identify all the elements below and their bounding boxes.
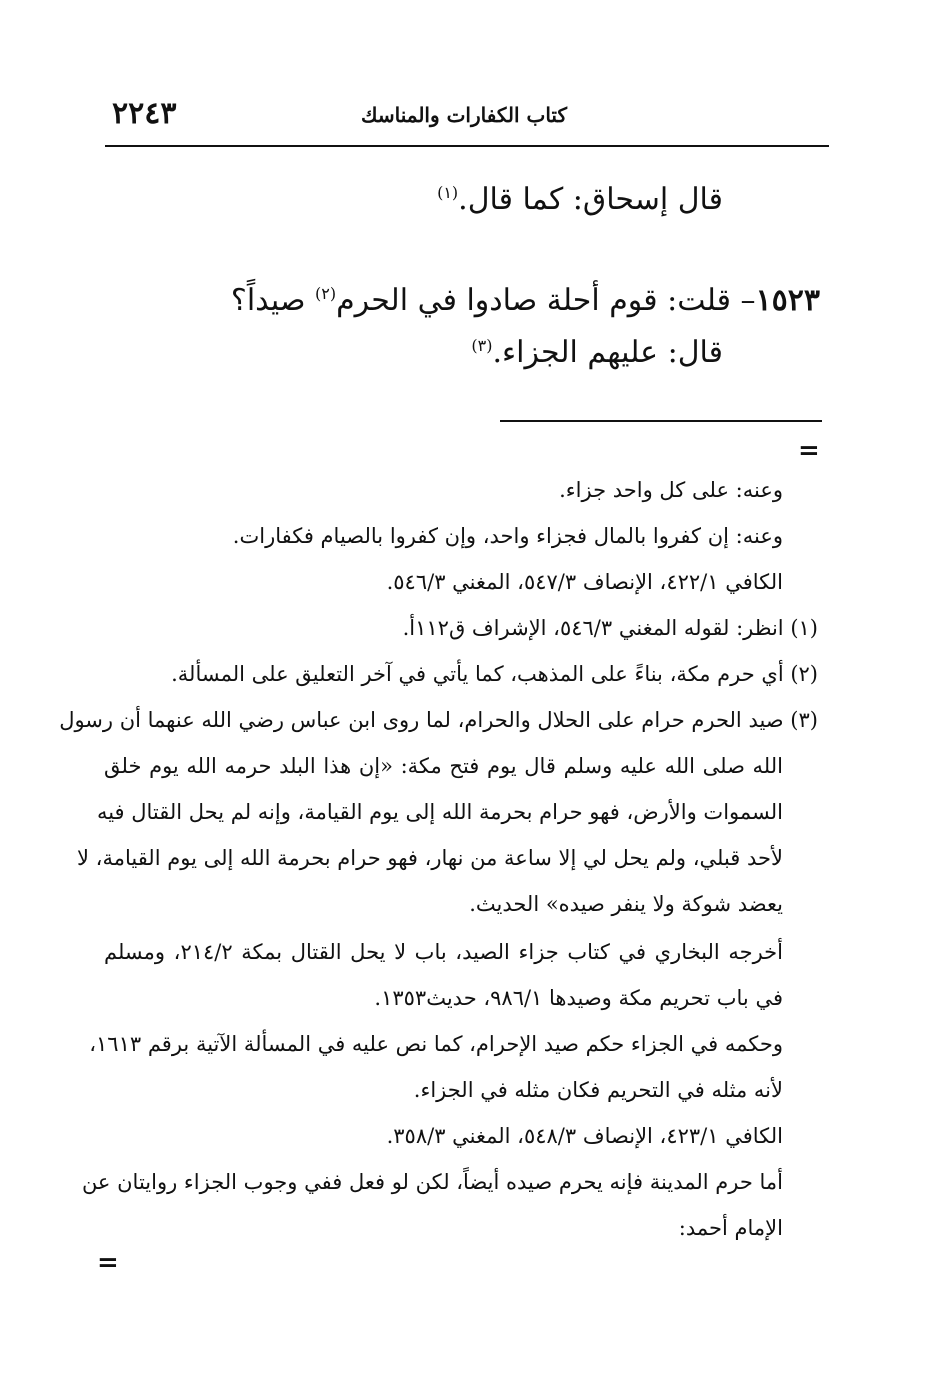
footnote-3-line-8: وحكمه في الجزاء حكم صيد الإحرام، كما نص عليه في المسألة الآتية برقم ١٦١٣، — [89, 1032, 783, 1056]
footnote-3-line-2: الله صلى الله عليه وسلم قال يوم فتح مكة: «إن هذا البلد حرمه الله يوم خلق — [104, 754, 783, 778]
footnote-3-line-5: يعضد شوكة ولا ينفر صيده» الحديث. — [469, 892, 783, 916]
footnote-3-line-9: لأنه مثله في التحريم فكان مثله في الجزاء. — [413, 1078, 783, 1102]
footnote-carry-1: وعنه: على كل واحد جزاء. — [559, 478, 783, 502]
question-number: ١٥٢٣ — [755, 283, 820, 318]
footnote-3-line-3: السموات والأرض، فهو حرام بحرمة الله إلى يوم القيامة، وإنه لم يحل القتال فيه — [96, 800, 783, 824]
footnote-3-line-11: أما حرم المدينة فإنه يحرم صيده أيضاً، لكن لو فعل ففي وجوب الجزاء روايتان عن — [81, 1170, 783, 1194]
footnote-ref-3: (٣) — [471, 336, 493, 355]
answer-line — [471, 335, 723, 370]
continuation-mark-bottom: = — [97, 1248, 119, 1278]
footnote-1: (١) انظر: لقوله المغني ٥٤٦/٣، الإشراف ق١١٢أ. — [402, 616, 818, 640]
footnote-2: (٢) أي حرم مكة، بناءً على المذهب، كما يأتي في آخر التعليق على المسألة. — [171, 662, 818, 686]
footnote-carry-2: وعنه: إن كفروا بالمال فجزاء واحد، وإن كفروا بالصيام فكفارات. — [232, 524, 783, 548]
answer-text: قال: عليهم الجزاء. — [492, 335, 723, 370]
header-rule — [105, 145, 829, 147]
question-text-a: – قلت: قوم أحلة صادوا في الحرم — [336, 283, 756, 318]
main-line-1 — [437, 182, 723, 217]
footnote-3-line-1: (٣) صيد الحرم حرام على الحلال والحرام، لما روى ابن عباس رضي الله عنهما أن رسول — [59, 708, 818, 732]
footnote-separator — [500, 420, 822, 422]
footnote-3-line-12: الإمام أحمد: — [678, 1216, 783, 1240]
footnote-3-line-6: أخرجه البخاري في كتاب جزاء الصيد، باب لا يحل القتال بمكة ٢١٤/٢، ومسلم — [104, 940, 784, 964]
footnote-3-line-10: الكافي ٤٢٣/١، الإنصاف ٥٤٨/٣، المغني ٣٥٨/٣. — [386, 1124, 783, 1148]
main-line-1-text: قال إسحاق: كما قال. — [458, 182, 723, 217]
page-number: ٢٢٤٣ — [112, 96, 177, 131]
footnote-ref-2: (٢) — [314, 284, 337, 303]
question-1523 — [231, 283, 820, 318]
footnote-carry-3: الكافي ٤٢٢/١، الإنصاف ٥٤٧/٣، المغني ٥٤٦/٣. — [386, 570, 783, 594]
question-text-b: صيداً؟ — [230, 283, 315, 318]
continuation-mark-top: = — [798, 436, 820, 466]
footnote-3-line-7: في باب تحريم مكة وصيدها ٩٨٦/١، حديث١٣٥٣. — [374, 986, 783, 1010]
footnote-3-line-4: لأحد قبلي، ولم يحل لي إلا ساعة من نهار، فهو حرام بحرمة الله إلى يوم القيامة، لا — [77, 846, 783, 870]
footnote-ref-1: (١) — [437, 183, 459, 202]
running-title: كتاب الكفارات والمناسك — [361, 103, 567, 127]
